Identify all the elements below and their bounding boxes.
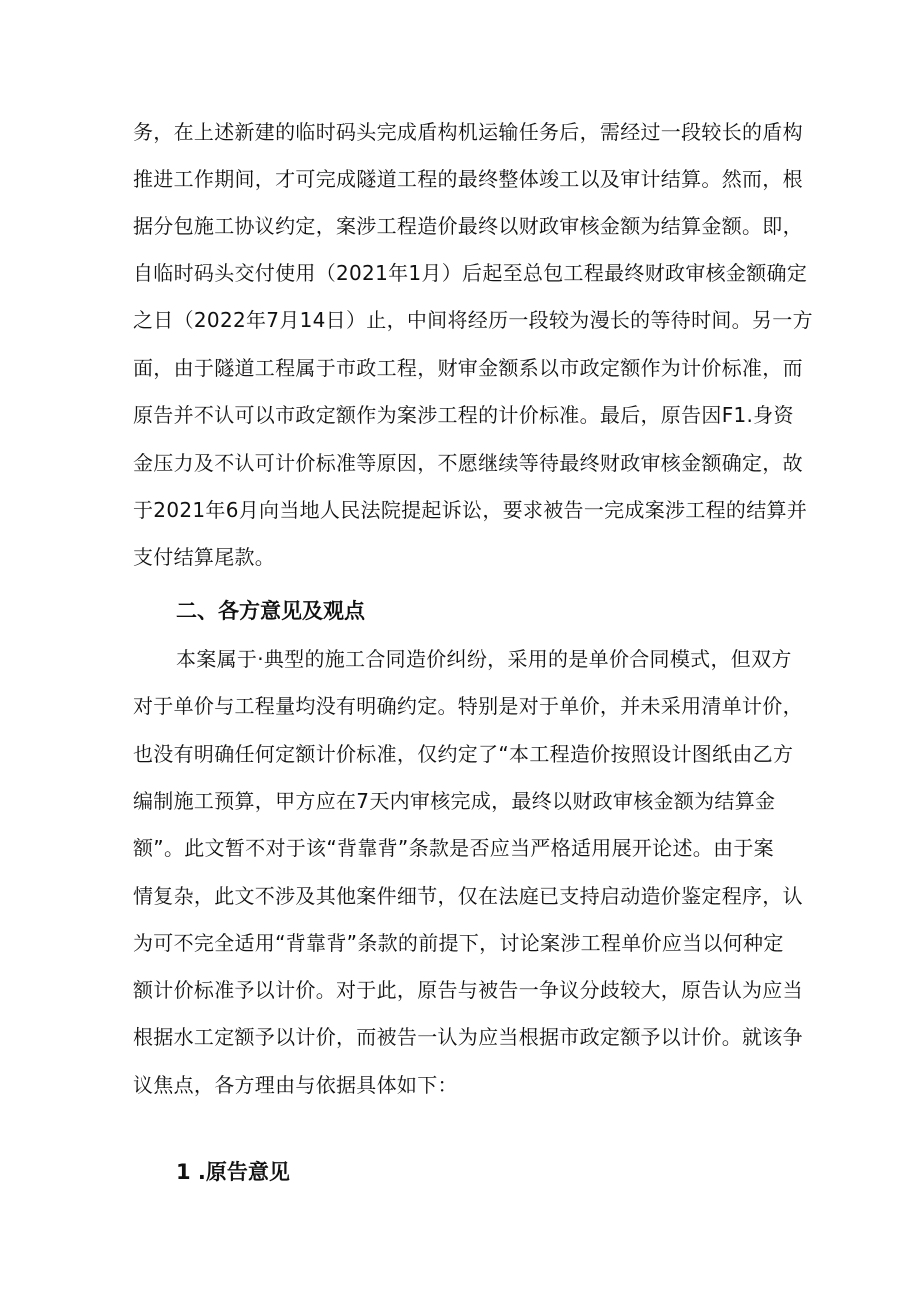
subsection-heading-plaintiff-opinion: 1 .原告意见 [176, 1160, 290, 1184]
section-heading-opinions: 二、各方意见及观点 [176, 599, 365, 623]
paragraph2-line-6: 情复杂，此文不涉及其他案件细节，仅在法庭已支持启动造价鉴定程序，认 [133, 884, 803, 908]
paragraph1-line-1: 务，在上述新建的临时码头完成盾构机运输任务后，需经过一段较长的盾构 [133, 120, 803, 144]
paragraph1-line-10: 支付结算尾款。 [133, 545, 276, 569]
paragraph2-line-10: 议焦点，各方理由与依据具体如下： [133, 1073, 458, 1097]
paragraph2-line-9: 根据水工定额予以计价，而被告一认为应当根据市政定额予以计价。就该争 [133, 1025, 803, 1049]
paragraph1-line-6: 面，由于隧道工程属于市政工程，财审金额系以市政定额作为计价标准，而 [133, 356, 803, 380]
paragraph2-line-4: 编制施工预算，甲方应在7天内审核完成，最终以财政审核金额为结算金 [133, 789, 776, 813]
paragraph2-line-2: 对于单价与工程量均没有明确约定。特别是对于单价，并未采用清单计价， [133, 694, 803, 718]
paragraph1-line-9: 于2021年6月向当地人民法院提起诉讼，要求被告一完成案涉工程的结算并 [133, 498, 808, 522]
paragraph2-line-3: 也没有明确任何定额计价标准，仅约定了“本工程造价按照设计图纸由乙方 [133, 742, 794, 766]
paragraph1-line-7: 原告并不认可以市政定额作为案涉工程的计价标准。最后，原告因F1.身资 [133, 403, 794, 427]
paragraph1-line-5: 之日（2022年7月14日）止，中间将经历一段较为漫长的等待时间。另一方 [133, 308, 813, 332]
paragraph2-line-5: 额”。此文暂不对于该“背靠背”条款是否应当严格适用展开论述。由于案 [133, 836, 774, 860]
paragraph2-line-7: 为可不完全适用“背靠背”条款的前提下，讨论案涉工程单价应当以何种定 [133, 931, 784, 955]
paragraph2-line-8: 额计价标准予以计价。对于此，原告与被告一争议分歧较大，原告认为应当 [133, 978, 803, 1002]
paragraph1-line-4: 自临时码头交付使用（2021年1月）后起至总包工程最终财政审核金额确定 [133, 261, 808, 285]
paragraph2-line-1: 本案属于·典型的施工合同造价纠纷，采用的是单价合同模式，但双方 [176, 647, 792, 671]
paragraph1-line-2: 推进工作期间，才可完成隧道工程的最终整体竣工以及审计结算。然而，根 [133, 167, 803, 191]
paragraph1-line-3: 据分包施工协议约定，案涉工程造价最终以财政审核金额为结算金额。即， [133, 214, 803, 238]
paragraph1-line-8: 金压力及不认可计价标准等原因，不愿继续等待最终财政审核金额确定，故 [133, 451, 803, 475]
